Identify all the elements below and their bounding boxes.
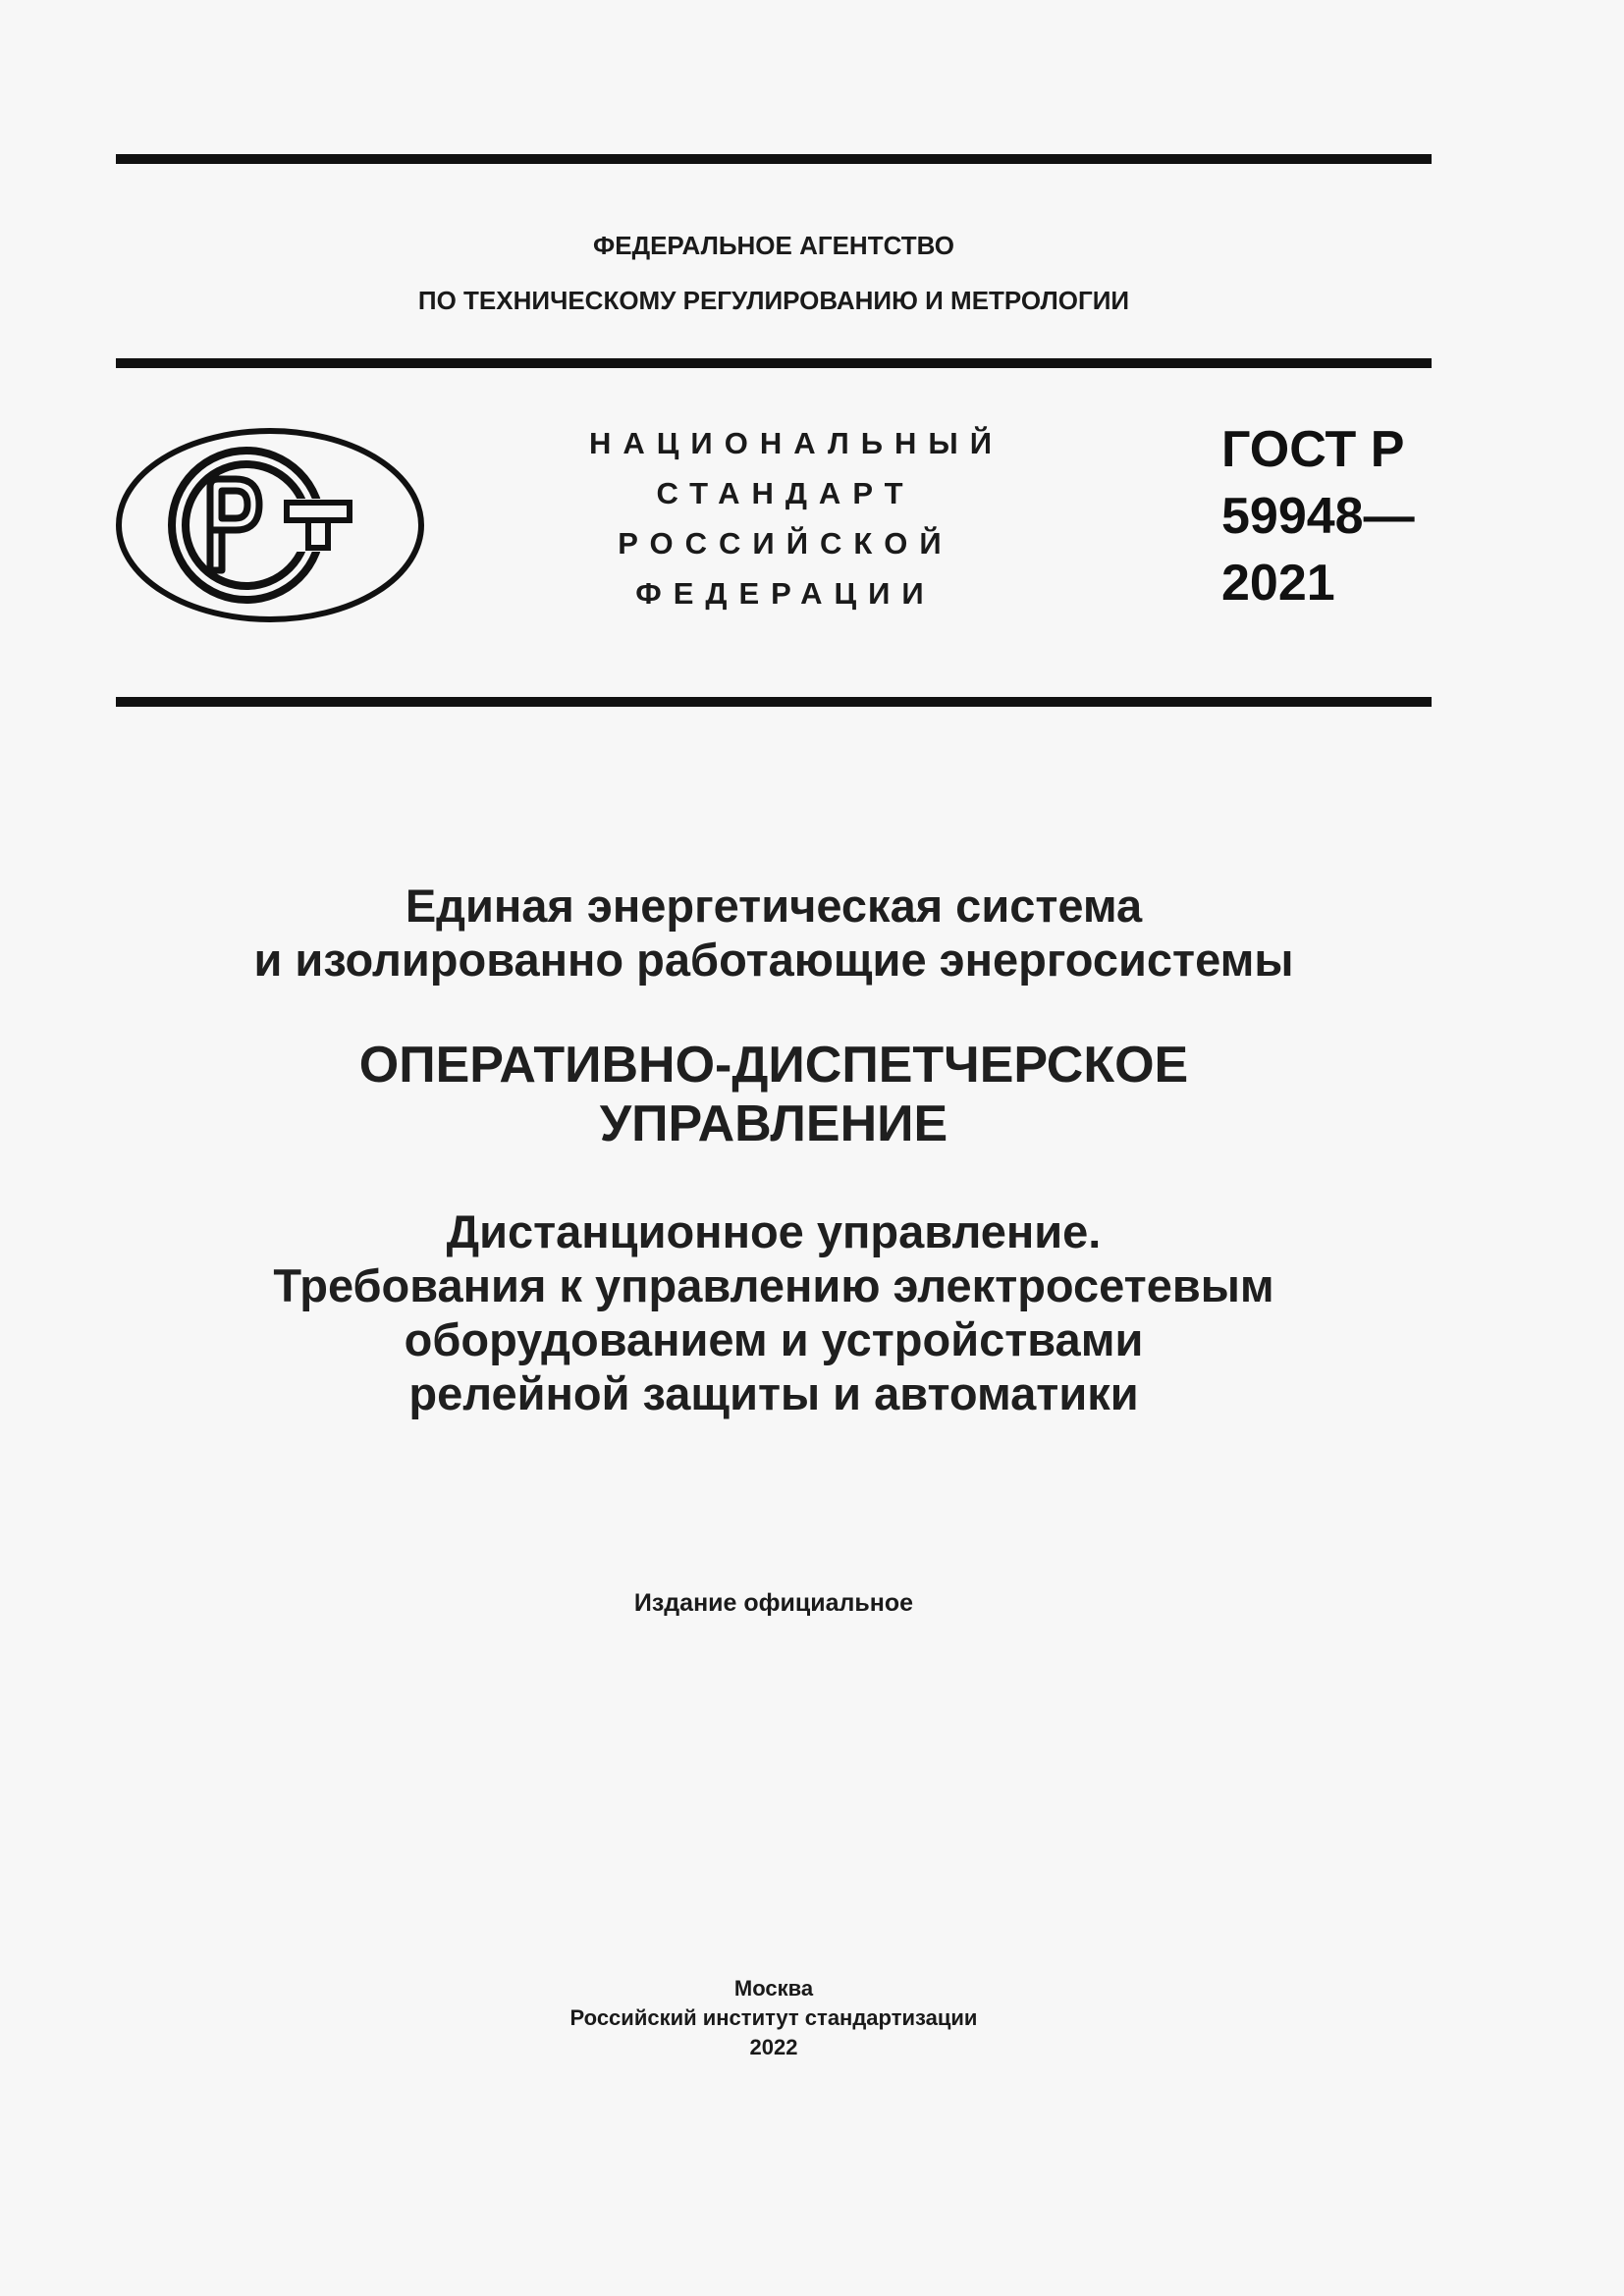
imprint-publisher: Российский институт стандартизации	[569, 2005, 978, 2030]
agency-line-2: ПО ТЕХНИЧЕСКОМУ РЕГУЛИРОВАНИЮ И МЕТРОЛОГИИ	[417, 286, 1130, 315]
standard-kind-line-2: СТАНДАРТ	[656, 476, 915, 510]
designation-line-1: ГОСТ Р	[1221, 421, 1405, 478]
edition-label: Издание официальное	[633, 1589, 914, 1617]
main-title	[116, 1036, 1432, 1153]
imprint-year: 2022	[749, 2035, 798, 2059]
series-title-line-1: Единая энергетическая система	[405, 880, 1143, 932]
middle-rule	[116, 358, 1432, 368]
bottom-rule	[116, 697, 1432, 707]
standard-kind-line-4: ФЕДЕРАЦИИ	[635, 576, 936, 611]
imprint-city: Москва	[733, 1976, 814, 2001]
designation-line-2: 59948—	[1221, 488, 1415, 545]
subtitle-line-2: Требования к управлению электросетевым	[273, 1259, 1274, 1311]
agency-line-1: ФЕДЕРАЛЬНОЕ АГЕНТСТВО	[593, 231, 954, 260]
subtitle-line-1: Дистанционное управление.	[446, 1205, 1102, 1257]
standard-kind-line-3: РОССИЙСКОЙ	[618, 526, 953, 561]
series-title-line-2: и изолированно работающие энергосистемы	[253, 934, 1294, 986]
main-title-line-1: ОПЕРАТИВНО-ДИСПЕТЧЕРСКОЕ	[358, 1037, 1189, 1094]
subtitle-line-3: оборудованием и устройствами	[404, 1313, 1144, 1365]
designation-line-3: 2021	[1221, 555, 1335, 612]
series-title	[116, 879, 1432, 987]
top-rule	[116, 154, 1432, 164]
standard-kind	[589, 418, 1004, 618]
agency-name	[116, 218, 1432, 328]
imprint	[116, 1974, 1432, 2062]
standard-kind-line-1: НАЦИОНАЛЬНЫЙ	[589, 426, 1004, 460]
main-title-line-2: УПРАВЛЕНИЕ	[599, 1095, 948, 1152]
rst-mark-icon	[114, 426, 426, 624]
subtitle	[116, 1204, 1432, 1420]
subtitle-line-4: релейной защиты и автоматики	[408, 1367, 1139, 1419]
standard-designation	[1221, 416, 1437, 616]
